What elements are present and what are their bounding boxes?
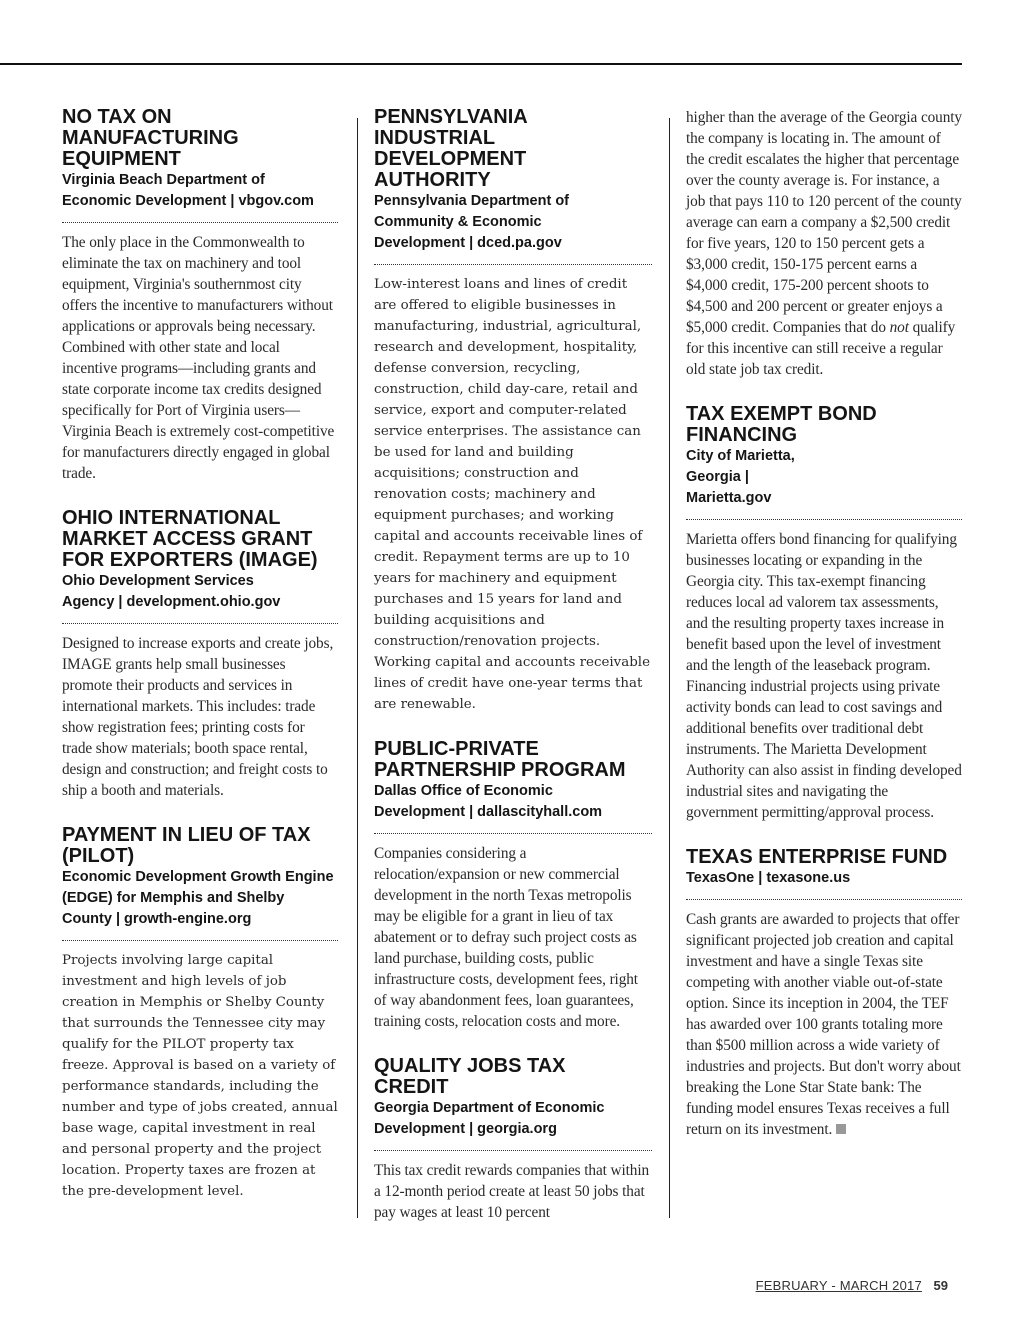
emphasis-text: not	[889, 319, 909, 336]
end-mark-icon	[836, 1124, 846, 1134]
dotted-divider	[62, 940, 338, 941]
article-tax-exempt-bond	[686, 404, 962, 823]
article-source: Ohio Development Services Agency | development.ohio.gov	[62, 573, 281, 610]
article-body: Companies considering a relocation/expansion or new commercial development in the north Texas metropolis may be eligible for a grant in lieu of tax abatement or to defray such project costs as land purchase, building costs, public infrastructure costs, development fees, right of way abandonment fees, loan guarantees, training costs, relocation costs and more.	[374, 845, 638, 1030]
article-source: Georgia Department of Economic Development | georgia.org	[374, 1100, 605, 1137]
article-source: Virginia Beach Department of Economic Development | vbgov.com	[62, 172, 314, 209]
article-title: PAYMENT IN LIEU OF TAX (PILOT)	[62, 824, 311, 867]
article-title: PENNSYLVANIA INDUSTRIAL DEVELOPMENT AUTHORITY	[374, 106, 527, 191]
column-3	[686, 107, 962, 1164]
page-number: 59	[933, 1278, 948, 1293]
article-source: TexasOne | texasone.us	[686, 870, 851, 886]
article-body: Marietta offers bond financing for qualifying businesses locating or expanding in the Georgia city. This tax-exempt financing reduces local ad valorem tax assessments, and the resulting property taxes increase in benefit based upon the level of investment and the length of the leaseback program. Financing industrial projects using private activity bonds can lead to cost savings and additional benefits over traditional debt instruments. The Marietta Development Authority can also assist in finding developed industrial sites and navigating the government permitting/approval process.	[686, 531, 962, 821]
article-source: City of Marietta, Georgia | Marietta.gov	[686, 448, 795, 506]
continued-text-end: qualify for this incentive can still receive a regular old state job tax credit.	[686, 319, 956, 378]
article-no-tax-manufacturing	[62, 107, 338, 484]
dotted-divider	[374, 264, 652, 265]
column-2	[374, 107, 652, 1247]
article-title: QUALITY JOBS TAX CREDIT	[374, 1055, 566, 1098]
dotted-divider	[62, 623, 338, 624]
article-quality-jobs-tax-credit	[374, 1056, 652, 1223]
article-title: TEXAS ENTERPRISE FUND	[686, 846, 948, 868]
article-body: Low-interest loans and lines of credit are offered to eligible businesses in manufacturing, industrial, agricultural, research and development, hospitality, defense conversion, recycling, construction, child day-care, retail and service, export and computer-related service enterprises. The assistance can be used for land and building acquisitions; construction and renovation costs; machinery and equipment purchases; and working capital and accounts receivable lines of credit. Repayment terms are up to 10 years for machinery and equipment purchases and 15 years for land and building acquisitions and construction/renovation projects. Working capital and accounts receivable lines of credit have one-year terms that are renewable.	[374, 277, 651, 712]
article-body: Designed to increase exports and create jobs, IMAGE grants help small businesses promote their products and services in international markets. This includes: trade show registration fees; printing costs for trade show materials; booth space rental, design and construction; and freight costs to ship a booth and materials.	[62, 635, 334, 799]
article-title: TAX EXEMPT BOND FINANCING	[686, 403, 877, 446]
article-body-continued	[686, 107, 962, 380]
dotted-divider	[686, 899, 962, 900]
article-pilot	[62, 825, 338, 1202]
article-pennsylvania-ida	[374, 107, 652, 715]
continued-text: higher than the average of the Georgia county the company is locating in. The amount of the credit escalates the higher that percentage over the county average is. For instance, a job that pays 110 to 120 percent of the county average can earn a company a $2,500 credit for five years, 120 to 150 percent gets a $3,000 credit, 150-175 percent earns a $4,000 credit, 175-200 percent shoots to $4,500 and 200 percent or greater enjoys a $5,000 credit. Companies that do	[686, 109, 962, 336]
issue-date: FEBRUARY - MARCH 2017	[755, 1278, 922, 1293]
article-ohio-image-grant	[62, 508, 338, 801]
article-body	[686, 909, 962, 1140]
dotted-divider	[374, 1150, 652, 1151]
article-texas-enterprise-fund	[686, 847, 962, 1140]
article-source: Pennsylvania Department of Community & Economic Development | dced.pa.gov	[374, 193, 569, 251]
article-source: Dallas Office of Economic Development | dallascityhall.com	[374, 783, 603, 820]
article-source: Economic Development Growth Engine (EDGE) for Memphis and Shelby County | growth-engine.org	[62, 869, 334, 927]
column-1	[62, 107, 338, 1226]
article-public-private-partnership	[374, 739, 652, 1032]
article-body: The only place in the Commonwealth to eliminate the tax on machinery and tool equipment, Virginia's southernmost city offers the incentive to manufacturers without applications or approvals being necessary. Combined with other state and local incentive programs—including grants and state corporate income tax credits designed specifically for Port of Virginia users—Virginia Beach is extremely cost-competitive for manufacturers directly engaged in global trade.	[62, 234, 335, 482]
article-body-text: Cash grants are awarded to projects that offer significant projected job creation and capital investment and have a single Texas site competing with another viable out-of-state option. Since its inception in 2004, the TEF has awarded over 100 grants totaling more than $500 million across a wide variety of industries and projects. But don't worry about breaking the Lone Star State bank: The funding model ensures Texas receives a full return on its investment.	[686, 911, 961, 1138]
dotted-divider	[686, 519, 962, 520]
article-title: NO TAX ON MANUFACTURING EQUIPMENT	[62, 106, 239, 170]
article-body: This tax credit rewards companies that within a 12-month period create at least 50 jobs that pay wages at least 10 percent	[374, 1162, 650, 1221]
header-rule	[0, 63, 962, 65]
article-title: OHIO INTERNATIONAL MARKET ACCESS GRANT FOR EXPORTERS (IMAGE)	[62, 507, 318, 571]
article-body: Projects involving large capital investment and high levels of job creation in Memphis or Shelby County that surrounds the Tennessee city may qualify for the PILOT property tax freeze. Approval is based on a variety of performance standards, including the number and type of jobs created, annual base wage, capital investment in real and personal property and the project location. Property taxes are frozen at the pre-development level.	[62, 953, 338, 1199]
column-divider	[669, 118, 670, 1218]
page-footer	[756, 1278, 948, 1293]
article-quality-jobs-continued	[686, 107, 962, 380]
dotted-divider	[62, 222, 338, 223]
column-divider	[357, 118, 358, 1218]
dotted-divider	[374, 833, 652, 834]
article-title: PUBLIC-PRIVATE PARTNERSHIP PROGRAM	[374, 738, 626, 781]
